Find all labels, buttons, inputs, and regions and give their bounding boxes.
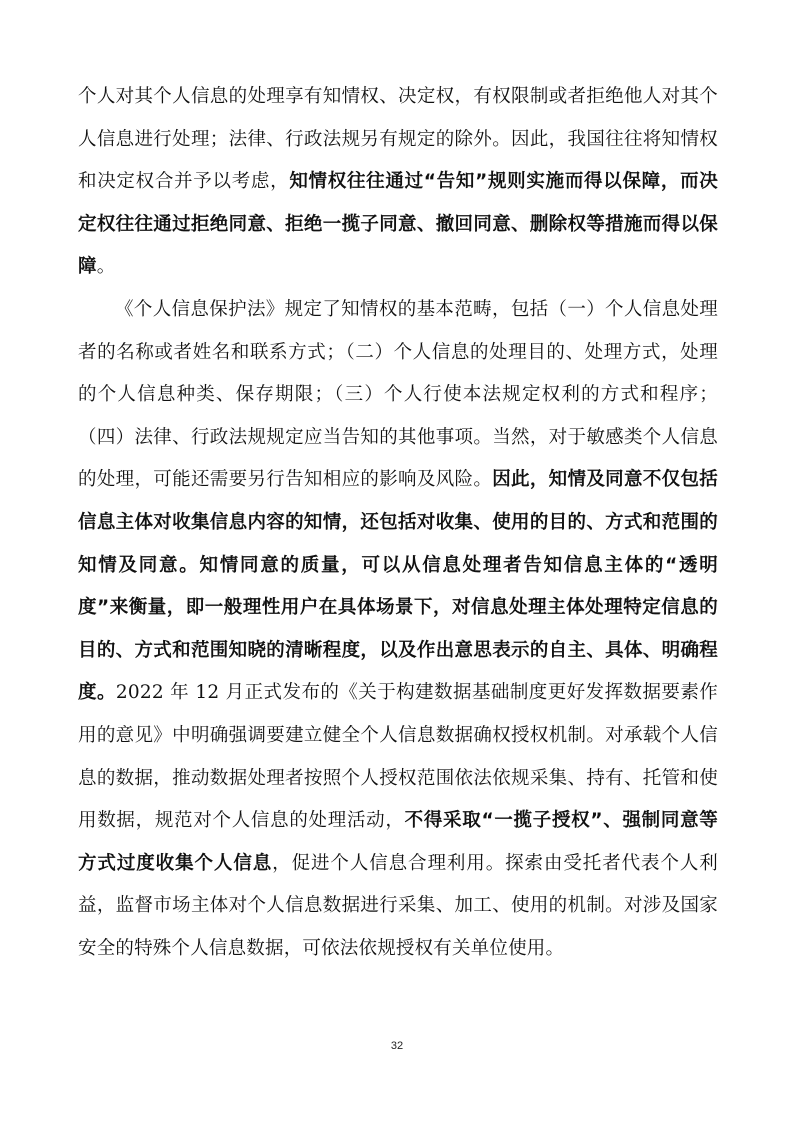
paragraph-1-run-2-bold: 知情权往往通过“告知”规则实施而得以保障，而决定权往往通过拒绝同意、拒绝一揽子同意、撤回同意、删除权等措施而得以保障 xyxy=(78,171,718,278)
body-text xyxy=(78,76,718,970)
paragraph-2 xyxy=(78,289,718,971)
paragraph-2-run-5: ，促进个人信息合理利用。探索由受托者代表个人利益，监督市场主体对个人信息数据进行采集、加工、使用的机制。对涉及国家安全的特殊个人信息数据，可依法依规授权有关单位使用。 xyxy=(78,852,718,959)
paragraph-1 xyxy=(78,76,718,289)
paragraph-2-run-1: 《个人信息保护法》规定了知情权的基本范畴，包括（一）个人信息处理者的名称或者姓名和联系方式；（二）个人信息的处理目的、处理方式，处理的个人信息种类、保存期限；（三）个人行使本法规定权利的方式和程序；（四）法律、行政法规规定应当告知的其他事项。当然，对于敏感类个人信息的处理，可能还需要另行告知相应的影响及风险。 xyxy=(78,298,718,491)
paragraph-2-run-2-bold: 因此，知情及同意不仅包括信息主体对收集信息内容的知情，还包括对收集、使用的目的、方式和范围的知情及同意。知情同意的质量，可以从信息处理者告知信息主体的“透明度”来衡量，即一般理性用户在具体场景下，对信息处理主体处理特定信息的目的、方式和范围知晓的清晰程度，以及作出意思表示的自主、具体、明确程度。 xyxy=(78,469,719,704)
paragraph-2-run-4-bold: 不得采取“一揽子授权”、强制同意等方式过度收集个人信息 xyxy=(78,810,719,874)
paragraph-2-run-3: 2022 年 12 月正式发布的《关于构建数据基础制度更好发挥数据要素作用的意见》中明确强调要建立健全个人信息数据确权授权机制。对承载个人信息的数据，推动数据处理者按照个人授权范围依法依规采集、持有、托管和使用数据，规范对个人信息的处理活动， xyxy=(78,682,719,832)
paragraph-1-run-3: 。 xyxy=(96,256,116,278)
page-number: 32 xyxy=(390,1040,404,1052)
paragraph-1-run-1: 个人对其个人信息的处理享有知情权、决定权，有权限制或者拒绝他人对其个人信息进行处理；法律、行政法规另有规定的除外。因此，我国往往将知情权和决定权合并予以考虑， xyxy=(78,86,718,193)
